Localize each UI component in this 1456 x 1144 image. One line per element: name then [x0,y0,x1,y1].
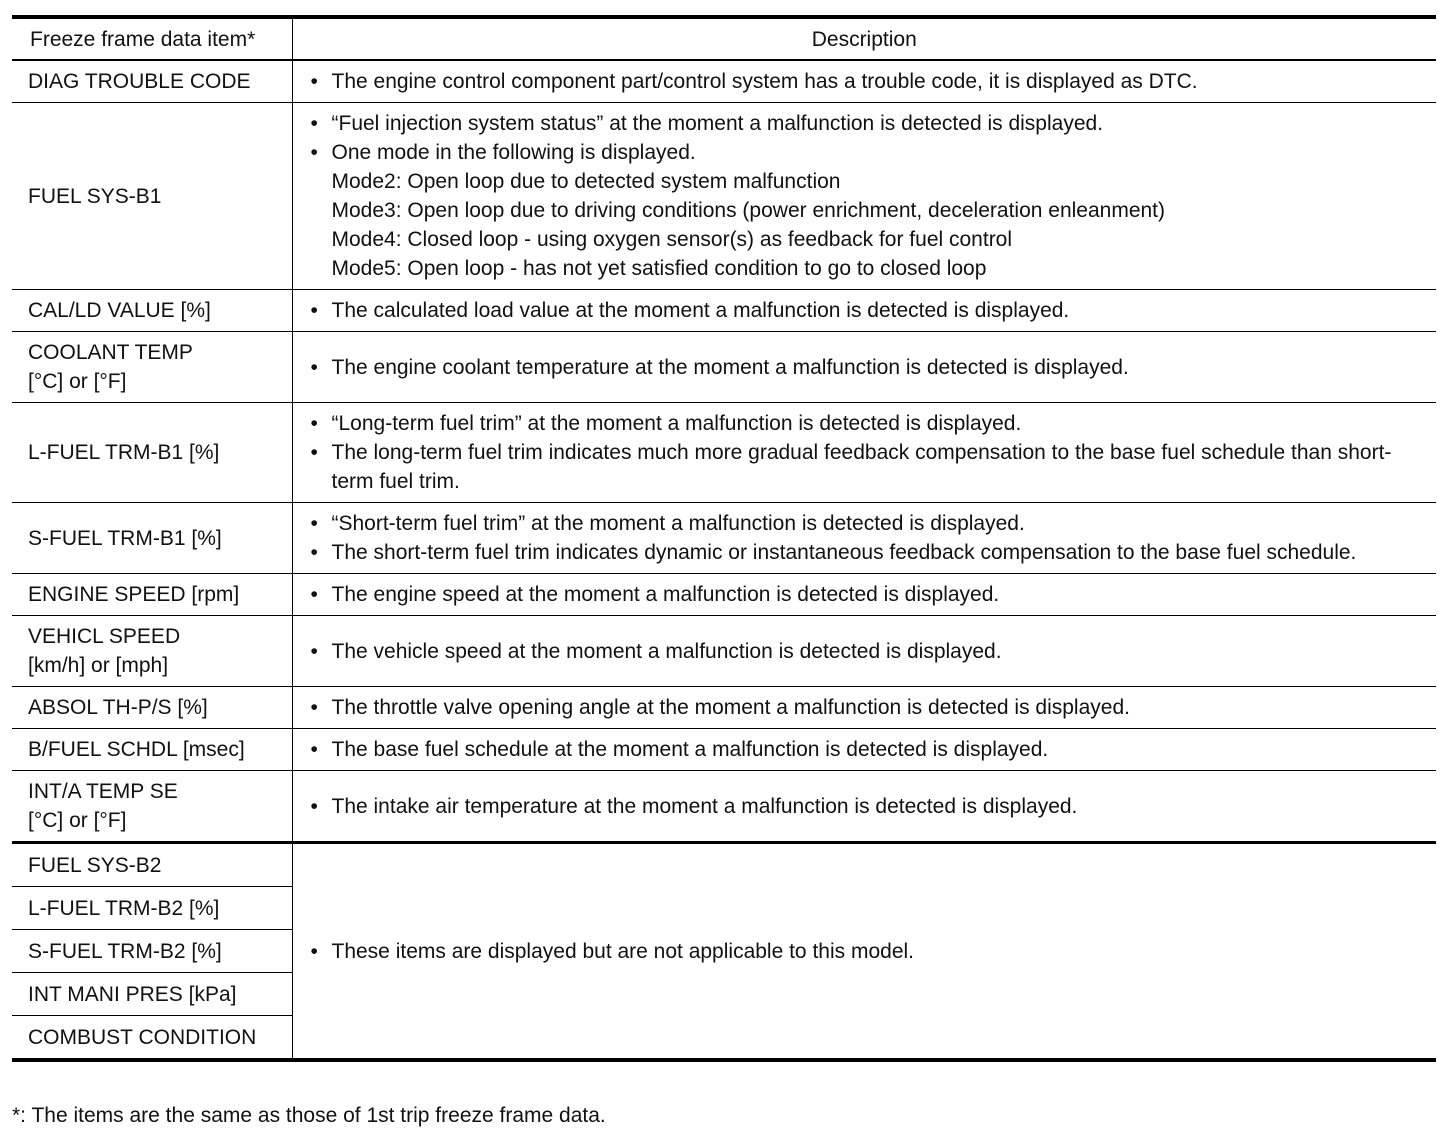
item-cell: S-FUEL TRM-B2 [%] [12,930,292,973]
item-cell [12,771,292,843]
item-cell: INT MANI PRES [kPa] [12,973,292,1016]
table-row [12,403,1436,503]
description-cell [292,332,1436,403]
table-header-row [12,17,1436,60]
column-header-description: Description [292,17,1436,60]
description-cell [292,60,1436,103]
item-name-line: ENGINE SPEED [rpm] [28,583,240,606]
item-cell [12,687,292,729]
table-row [12,771,1436,843]
description-bullet: • One mode in the following is displayed. [311,138,1425,167]
description-bullet: • The short-term fuel trim indicates dynamic or instantaneous feedback compensation to the base fuel schedule. [311,538,1425,567]
table-row [12,503,1436,574]
table-row [12,616,1436,687]
item-cell: L-FUEL TRM-B2 [%] [12,887,292,930]
freeze-frame-table [12,15,1436,1062]
item-name-line: [°C] or [°F] [28,370,127,393]
mode-line: Mode4: Closed loop - using oxygen sensor(s) as feedback for fuel control [331,228,1013,251]
description-cell [292,290,1436,332]
table-row [12,332,1436,403]
description-cell [292,616,1436,687]
description-bullet: • The throttle valve opening angle at the moment a malfunction is detected is displayed. [311,693,1425,722]
item-name-line: FUEL SYS-B1 [28,184,162,208]
item-cell [12,729,292,771]
description-cell [292,574,1436,616]
item-cell [12,332,292,403]
description-bullet: • The calculated load value at the moment a malfunction is detected is displayed. [311,296,1425,325]
description-cell [292,103,1436,290]
description-bullet: • The vehicle speed at the moment a malfunction is detected is displayed. [311,637,1425,666]
table-row [12,60,1436,103]
item-name-line: [km/h] or [mph] [28,654,169,677]
description-bullet: • The engine speed at the moment a malfunction is detected is displayed. [311,580,1425,609]
description-cell [292,687,1436,729]
item-cell: FUEL SYS-B2 [12,843,292,887]
table-row [12,729,1436,771]
description-list [311,580,1425,609]
item-cell [12,503,292,574]
item-cell [12,103,292,290]
item-cell [12,403,292,503]
description-bullet: • These items are displayed but are not applicable to this model. [311,937,1425,966]
description-list [311,353,1425,382]
description-cell [292,729,1436,771]
description-bullet: • The engine control component part/control system has a trouble code, it is displayed as DTC. [311,67,1425,96]
description-list [311,296,1425,325]
description-list [311,637,1425,666]
table-body [12,60,1436,1060]
description-bullet: • “Short-term fuel trim” at the moment a malfunction is detected is displayed. [311,509,1425,538]
description-list [311,67,1425,96]
description-bullet: • The base fuel schedule at the moment a malfunction is detected is displayed. [311,735,1425,764]
item-cell: COMBUST CONDITION [12,1016,292,1061]
description-list [311,693,1425,722]
description-list [311,735,1425,764]
table-row [12,103,1436,290]
description-cell [292,503,1436,574]
mode-line: Mode2: Open loop due to detected system malfunction [331,170,841,193]
description-bullet: • “Long-term fuel trim” at the moment a malfunction is detected is displayed. [311,409,1425,438]
table-row [12,290,1436,332]
item-name-line: L-FUEL TRM-B1 [%] [28,441,220,464]
item-name-line: CAL/LD VALUE [%] [28,299,211,322]
description-cell [292,403,1436,503]
item-cell [12,574,292,616]
table-row [12,574,1436,616]
description-bullet: • “Fuel injection system status” at the moment a malfunction is detected is displayed. [311,109,1425,138]
footnote: *: The items are the same as those of 1st trip freeze frame data. [12,1104,606,1127]
item-cell [12,616,292,687]
item-name-line: ABSOL TH-P/S [%] [28,696,208,719]
item-name-line: B/FUEL SCHDL [msec] [28,738,245,761]
item-name-line: [°C] or [°F] [28,809,127,832]
description-cell [292,843,1436,1061]
description-list [311,792,1425,821]
description-list [311,409,1425,496]
item-name-line: S-FUEL TRM-B1 [%] [28,526,222,550]
item-name-line: INT/A TEMP SE [28,780,178,803]
description-bullet: • The engine coolant temperature at the moment a malfunction is detected is displayed. [311,353,1425,382]
table-row [12,843,1436,887]
description-cell [292,771,1436,843]
item-cell [12,290,292,332]
item-name-line: COOLANT TEMP [28,341,193,364]
description-list [311,109,1425,167]
item-name-line: VEHICL SPEED [28,625,181,648]
description-bullet: • The long-term fuel trim indicates much more gradual feedback compensation to the base fuel schedule than short-term fuel trim. [311,438,1425,496]
mode-line: Mode3: Open loop due to driving conditions (power enrichment, deceleration enleanment) [331,199,1165,222]
column-header-item: Freeze frame data item* [12,17,292,60]
description-bullet: • The intake air temperature at the moment a malfunction is detected is displayed. [311,792,1425,821]
table-row [12,687,1436,729]
description-list [311,509,1425,567]
item-cell [12,60,292,103]
description-list [311,937,1425,966]
item-name-line: DIAG TROUBLE CODE [28,70,251,93]
mode-line: Mode5: Open loop - has not yet satisfied condition to go to closed loop [331,257,987,280]
